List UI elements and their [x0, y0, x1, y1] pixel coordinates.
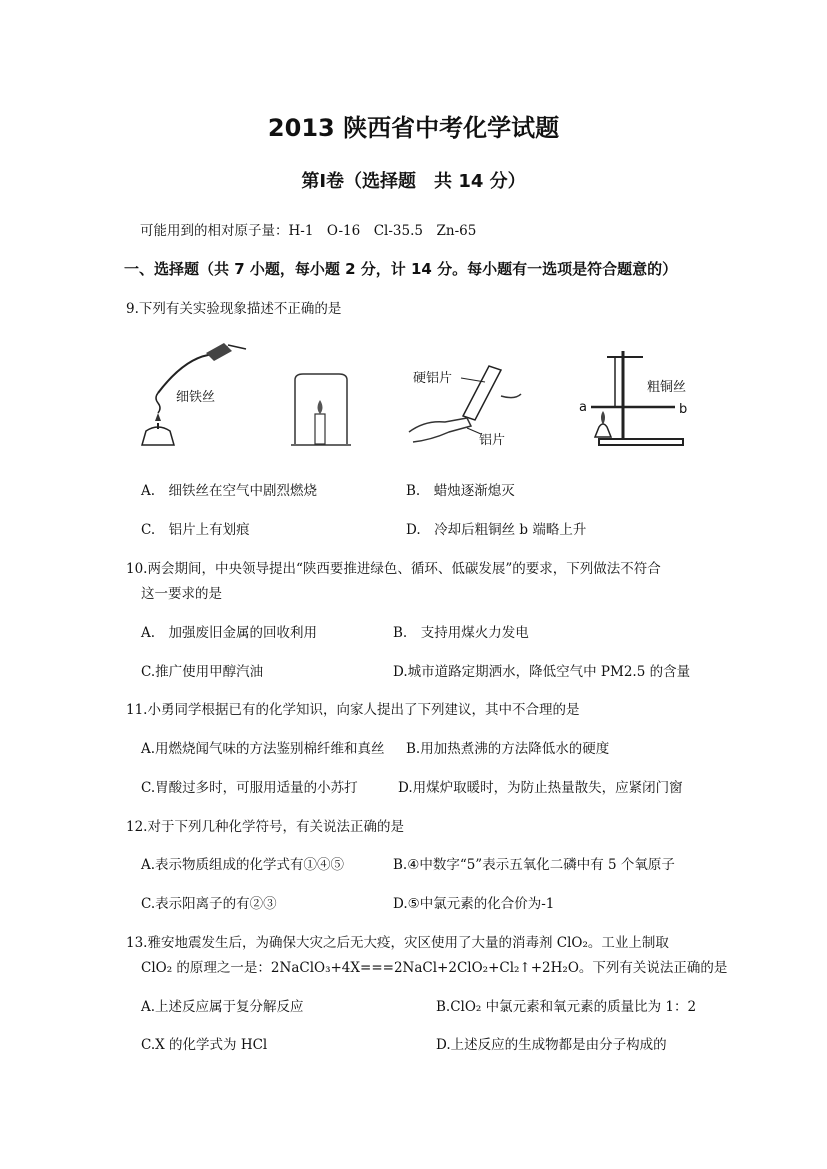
question-9-stem: 9.下列有关实验现象描述不正确的是: [126, 301, 342, 317]
question-11-stem: 11.小勇同学根据已有的化学知识，向家人提出了下列建议，其中不合理的是: [126, 702, 580, 718]
question-11-option-a: A.用燃烧闻气味的方法鉴别棉纤维和真丝: [141, 741, 385, 757]
question-9-option-c: C. 铝片上有划痕: [141, 522, 250, 538]
question-12-option-d: D.⑤中氯元素的化合价为-1: [393, 896, 555, 912]
question-10-stem-line-2: 这一要求的是: [141, 586, 222, 602]
question-9-option-d: D. 冷却后粗铜丝 b 端略上升: [406, 522, 587, 538]
question-9-option-b: B. 蜡烛逐渐熄灭: [406, 483, 515, 499]
question-13-option-c: C.X 的化学式为 HCl: [141, 1037, 268, 1053]
question-10-option-b: B. 支持用煤火力发电: [393, 625, 529, 641]
question-9-option-a: A. 细铁丝在空气中剧烈燃烧: [141, 483, 318, 499]
section-subtitle: 第Ⅰ卷（选择题 共 14 分）: [301, 171, 526, 192]
question-10-option-c: C.推广使用甲醇汽油: [141, 664, 264, 680]
figure-aluminum: [405, 360, 525, 450]
atomic-masses: 可能用到的相对原子量：H-1 O-16 Cl-35.5 Zn-65: [140, 223, 477, 239]
question-13-option-d: D.上述反应的生成物都是由分子构成的: [436, 1037, 667, 1053]
figure-copper-wire-end-a: a: [579, 400, 587, 415]
question-12-stem: 12.对于下列几种化学符号，有关说法正确的是: [126, 819, 404, 835]
question-12-option-a: A.表示物质组成的化学式有①④⑤: [141, 857, 345, 873]
figure-candle: [285, 370, 355, 450]
page-title: 2013 陕西省中考化学试题: [267, 114, 560, 142]
figure-copper-wire-end-b: b: [679, 402, 688, 417]
question-10-stem-line-1: 10.两会期间，中央领导提出“陕西要推进绿色、循环、低碳发展”的要求，下列做法不符合: [126, 561, 661, 577]
figure-aluminum-label-bottom: 铝片: [479, 433, 506, 448]
question-11-option-c: C.胃酸过多时，可服用适量的小苏打: [141, 780, 358, 796]
figure-aluminum-label-top: 硬铝片: [413, 371, 453, 386]
figure-iron-wire-label: 细铁丝: [176, 390, 216, 405]
question-13-option-a: A.上述反应属于复分解反应: [141, 999, 304, 1015]
figure-copper-wire-label: 粗铜丝: [647, 380, 687, 395]
figure-iron-wire: [128, 335, 258, 450]
question-13-option-b: B.ClO₂ 中氯元素和氧元素的质量比为 1：2: [436, 999, 697, 1015]
question-13-stem-line-2: ClO₂ 的原理之一是：2NaClO₃+4X===2NaCl+2ClO₂+Cl₂↑+2H₂O。下列有关说法正确的是: [141, 960, 728, 976]
question-10-option-d: D.城市道路定期洒水，降低空气中 PM2.5 的含量: [393, 664, 691, 680]
section-heading: 一、选择题（共 7 小题，每小题 2 分，计 14 分。每小题有一选项是符合题意的）: [124, 260, 678, 278]
question-11-option-b: B.用加热煮沸的方法降低水的硬度: [406, 741, 610, 757]
question-10-option-a: A. 加强废旧金属的回收利用: [141, 625, 318, 641]
question-12-option-b: B.④中数字“5”表示五氧化二磷中有 5 个氧原子: [393, 857, 675, 873]
question-13-stem-line-1: 13.雅安地震发生后，为确保大灾之后无大疫，灾区使用了大量的消毒剂 ClO₂。工业上制取: [126, 935, 669, 951]
question-11-option-d: D.用煤炉取暖时，为防止热量散失，应紧闭门窗: [398, 780, 683, 796]
question-12-option-c: C.表示阳离子的有②③: [141, 896, 277, 912]
figure-copper-wire: [575, 345, 695, 450]
